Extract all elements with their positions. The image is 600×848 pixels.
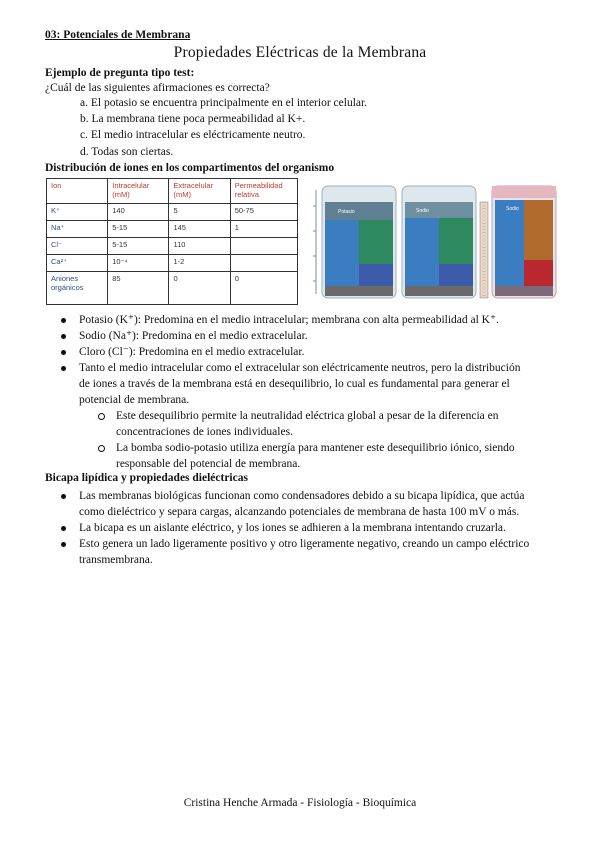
beaker-fill	[492, 186, 556, 198]
bilayer-heading: Bicapa lipídica y propiedades dieléctricas	[45, 472, 248, 484]
distribution-heading: Distribución de iones en los compartimentos del organismo	[45, 162, 335, 174]
table-cell: 1	[230, 221, 297, 238]
list-item-text: Este desequilibrio permite la neutralidad eléctrica global a pesar de la diferencia en concentraciones de iones individuales.	[116, 410, 499, 438]
beaker-fill	[325, 286, 393, 296]
bullet-ring	[98, 413, 105, 420]
table-cell: 140	[108, 204, 169, 221]
quiz-option-d: d. Todas son ciertas.	[80, 146, 174, 158]
quiz-heading: Ejemplo de pregunta tipo test:	[45, 67, 195, 79]
list-item	[79, 344, 559, 360]
beaker-fill	[359, 264, 393, 286]
ion-table	[46, 178, 298, 305]
table-row	[47, 221, 298, 238]
table-header-cell: Intracelular (mM)	[108, 179, 169, 204]
list-item	[79, 360, 531, 408]
list-item-text: Esto genera un lado ligeramente positivo y otro ligeramente negativo, creando un campo eléctrico transmembrana.	[79, 538, 530, 566]
list-item-text: Sodio (Na⁺): Predomina en el medio extracelular.	[79, 330, 308, 342]
bullet-dot	[61, 542, 66, 547]
beaker-3	[492, 186, 556, 298]
table-header-cell: Extracelular (mM)	[169, 179, 230, 204]
list-item-text: La bomba sodio-potasio utiliza energía para mantener este desequilibrio iónico, siendo responsable del potencial de membrana.	[116, 442, 515, 470]
beaker-label: Potasio	[338, 209, 355, 215]
ion-beakers-figure	[308, 176, 558, 308]
list-item	[79, 488, 549, 520]
bilayer-bullets	[79, 488, 549, 568]
table-cell: Aniones orgánicos	[47, 272, 108, 305]
bullet-dot	[61, 334, 66, 339]
table-cell: 110	[169, 238, 230, 255]
distribution-bullets	[79, 312, 559, 408]
table-header-cell: Ion	[47, 179, 108, 204]
table-cell	[230, 238, 297, 255]
table-row	[47, 272, 298, 305]
table-header-row	[47, 179, 298, 204]
list-item	[116, 440, 536, 472]
table-cell: 0	[230, 272, 297, 305]
bullet-dot	[61, 350, 66, 355]
table-cell: 85	[108, 272, 169, 305]
table-header-cell: Permeabilidad relativa	[230, 179, 297, 204]
section-heading: 03: Potenciales de Membrana	[45, 29, 191, 41]
beaker-fill	[524, 260, 553, 286]
quiz-question: ¿Cuál de las siguientes afirmaciones es correcta?	[45, 82, 270, 94]
table-row	[47, 255, 298, 272]
list-item	[79, 536, 549, 568]
list-item-text: Cloro (Cl⁻): Predomina en el medio extracelular.	[79, 346, 305, 358]
quiz-option-c: c. El medio intracelular es eléctricamente neutro.	[80, 129, 306, 141]
list-item-text: Potasio (K⁺): Predomina en el medio intracelular; membrana con alta permeabilidad al K⁺.	[79, 314, 499, 326]
beaker-fill	[495, 200, 524, 296]
table-cell: 0	[169, 272, 230, 305]
table-cell: 5-15	[108, 238, 169, 255]
list-item	[79, 520, 549, 536]
beaker-2	[402, 186, 476, 298]
beaker-label: Sodio	[506, 206, 519, 212]
table-cell: K⁺	[47, 204, 108, 221]
beaker-1	[322, 186, 396, 298]
table-cell: 10⁻⁴	[108, 255, 169, 272]
table-cell: 50-75	[230, 204, 297, 221]
beaker-fill	[439, 264, 473, 286]
table-cell: Cl⁻	[47, 238, 108, 255]
beaker-fill	[495, 286, 553, 296]
bullet-dot	[61, 366, 66, 371]
list-item-text: Las membranas biológicas funcionan como condensadores debido a su bicapa lipídica, que actúa como dieléctrico y separa cargas, alcanzando potenciales de membrana de hasta 100 mV o más.	[79, 490, 525, 518]
quiz-option-a: a. El potasio se encuentra principalmente en el interior celular.	[80, 97, 368, 109]
list-item	[116, 408, 536, 440]
list-item	[79, 328, 559, 344]
table-row	[47, 204, 298, 221]
table-cell: 1-2	[169, 255, 230, 272]
table-cell	[230, 255, 297, 272]
beaker-fill	[405, 286, 473, 296]
beaker-label: Sodio	[416, 208, 429, 214]
table-cell: 5	[169, 204, 230, 221]
table-cell: Na⁺	[47, 221, 108, 238]
page-title: Propiedades Eléctricas de la Membrana	[173, 44, 427, 61]
bullet-dot	[61, 318, 66, 323]
page-footer: Cristina Henche Armada - Fisiología - Bioquímica	[183, 797, 417, 809]
quiz-option-b: b. La membrana tiene poca permeabilidad al K+.	[80, 113, 306, 125]
beaker-fill	[524, 200, 553, 260]
table-cell: Ca²⁺	[47, 255, 108, 272]
list-item	[79, 312, 559, 328]
table-cell: 5-15	[108, 221, 169, 238]
ion-table-wrapper	[46, 178, 298, 305]
list-item-text: Tanto el medio intracelular como el extracelular son eléctricamente neutros, pero la distribución de iones a través de la membrana está en desequilibrio, lo cual es fundamental para generar el potencial de membrana.	[79, 362, 521, 406]
beaker-fill	[325, 202, 393, 220]
distribution-sub-bullets	[116, 408, 536, 472]
table-row	[47, 238, 298, 255]
bullet-ring	[98, 445, 105, 452]
bullet-dot	[61, 526, 66, 531]
list-item-text: La bicapa es un aislante eléctrico, y los iones se adhieren a la membrana intentando cruzarla.	[79, 522, 506, 534]
table-cell: 145	[169, 221, 230, 238]
bullet-dot	[61, 494, 66, 499]
